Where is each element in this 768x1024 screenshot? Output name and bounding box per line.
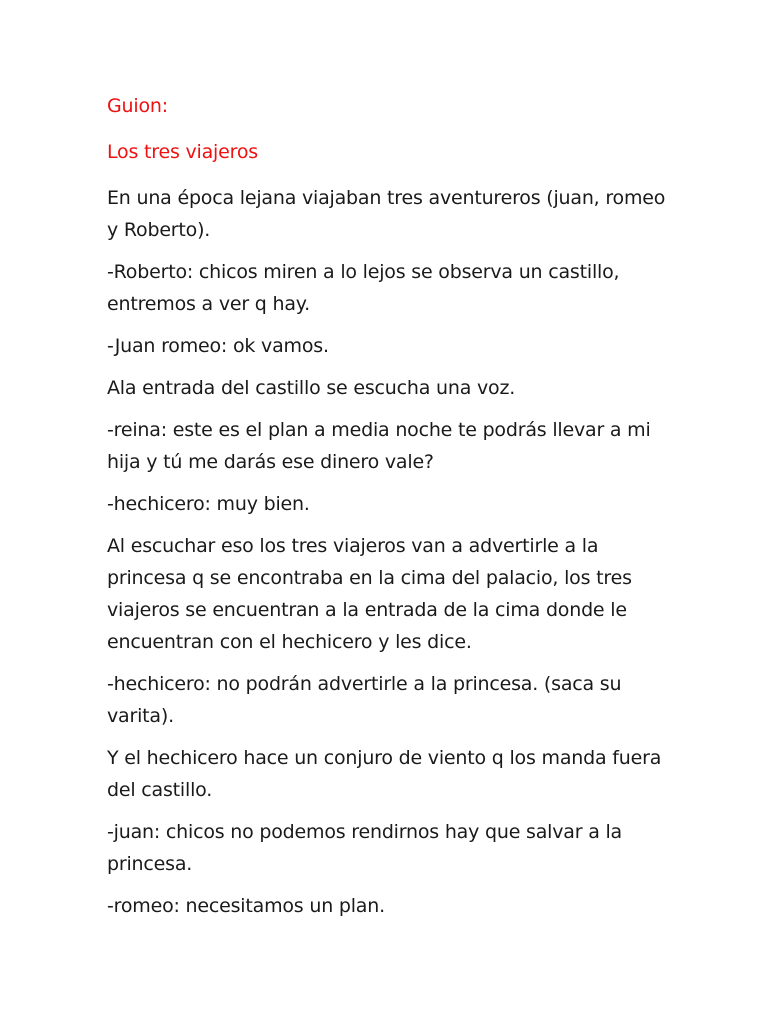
paragraph-roberto-line: -Roberto: chicos miren a lo lejos se observa un castillo, entremos a ver q hay. bbox=[107, 261, 620, 315]
paragraph-romeo-line: -romeo: necesitamos un plan. bbox=[107, 895, 385, 917]
script-label-heading: Guion: bbox=[107, 95, 168, 117]
story-title-heading: Los tres viajeros bbox=[107, 141, 258, 163]
paragraph-juan-romeo-line: -Juan romeo: ok vamos. bbox=[107, 335, 329, 357]
paragraph-juan-line: -juan: chicos no podemos rendirnos hay que salvar a la princesa. bbox=[107, 821, 623, 875]
paragraph-castle-entrance: Ala entrada del castillo se escucha una voz. bbox=[107, 377, 516, 399]
paragraph-intro: En una época lejana viajaban tres aventureros (juan, romeo y Roberto). bbox=[107, 187, 666, 241]
paragraph-warning-narration: Al escuchar eso los tres viajeros van a advertirle a la princesa q se encontraba en la cima del palacio, los tres viajeros se encuentran a la entrada de la cima donde le encuentran con el hechicero y les dice. bbox=[107, 535, 632, 653]
paragraph-reina-line: -reina: este es el plan a media noche te podrás llevar a mi hija y tú me darás ese dinero vale? bbox=[107, 419, 651, 473]
paragraph-wind-spell: Y el hechicero hace un conjuro de viento q los manda fuera del castillo. bbox=[107, 747, 662, 801]
document-body bbox=[107, 90, 667, 932]
paragraph-hechicero-line-2: -hechicero: no podrán advertirle a la princesa. (saca su varita). bbox=[107, 673, 622, 727]
paragraph-hechicero-line-1: -hechicero: muy bien. bbox=[107, 493, 310, 515]
